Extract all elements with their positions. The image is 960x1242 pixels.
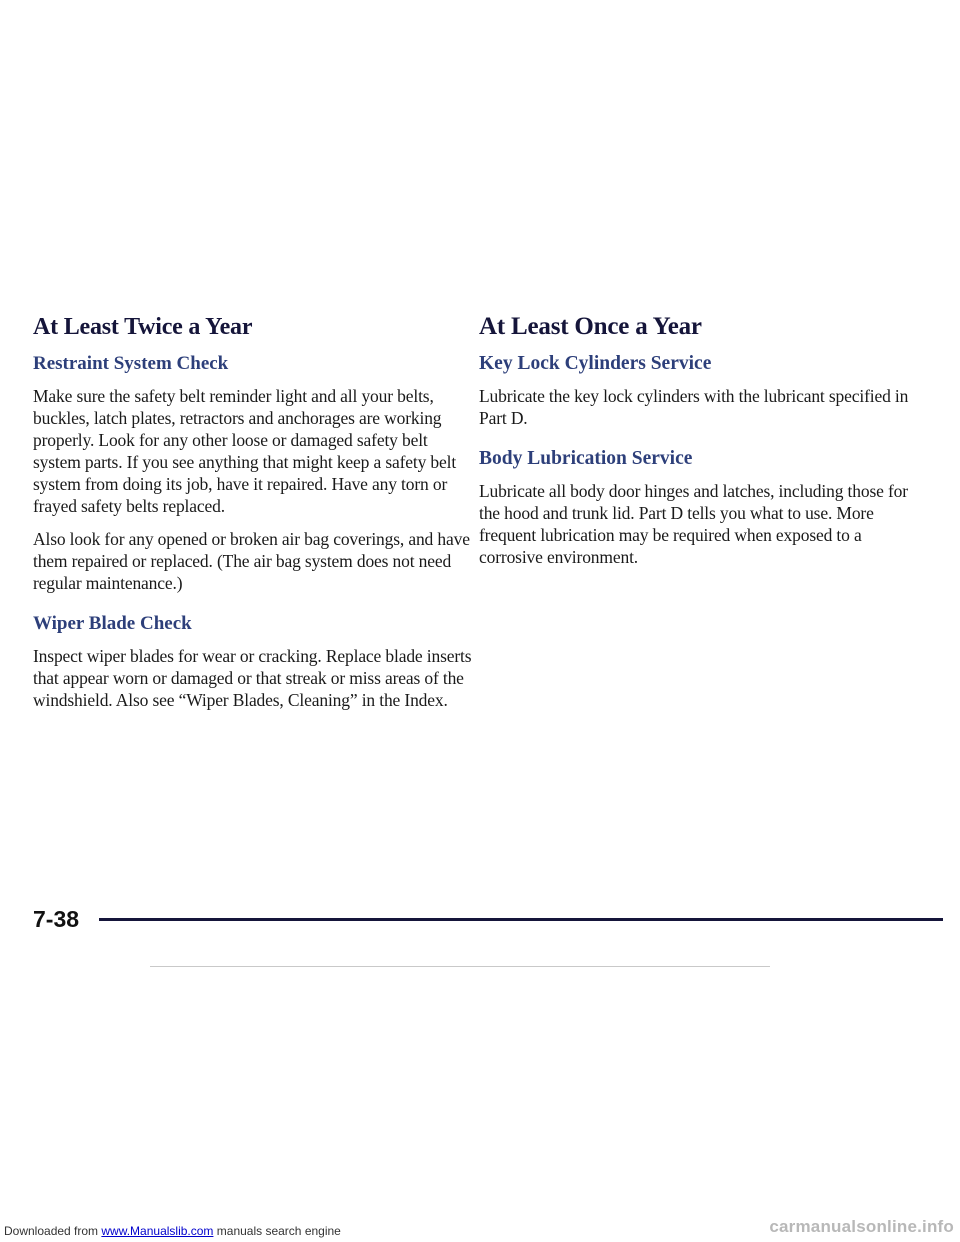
restraint-system-check-title: Restraint System Check — [33, 353, 229, 374]
restraint-paragraph-2: Also look for any opened or broken air bag coverings, and have them repaired or replaced. (The air bag system does not need regular maintenance.) — [33, 529, 470, 593]
scan-artifact-line — [150, 966, 770, 967]
page-number: 7-38 — [33, 906, 80, 932]
key-lock-paragraph: Lubricate the key lock cylinders with the lubricant specified in Part D. — [479, 386, 909, 428]
footer-rule — [99, 918, 943, 921]
left-column — [33, 312, 473, 722]
site-watermark: carmanualsonline.info — [769, 1217, 954, 1236]
download-banner — [4, 1223, 341, 1239]
wiper-paragraph: Inspect wiper blades for wear or cracking. Replace blade inserts that appear worn or damaged or that streak or miss areas of the windshield. Also see “Wiper Blades, Cleaning” in the Index. — [33, 646, 472, 710]
right-column — [479, 312, 929, 579]
manualslib-link[interactable]: www.Manualslib.com — [101, 1224, 214, 1238]
right-heading: At Least Once a Year — [479, 313, 702, 340]
body-lubrication-title: Body Lubrication Service — [479, 448, 693, 469]
banner-suffix: manuals search engine — [213, 1224, 341, 1238]
banner-prefix: Downloaded from — [4, 1224, 102, 1238]
page-footer — [33, 902, 943, 942]
body-lubrication-paragraph: Lubricate all body door hinges and latches, including those for the hood and trunk lid. Part D tells you what to use. More frequent lubrication may be required when exposed to a corrosive environment. — [479, 481, 908, 567]
left-heading: At Least Twice a Year — [33, 314, 253, 340]
restraint-paragraph-1: Make sure the safety belt reminder light and all your belts, buckles, latch plates, retractors and anchorages are working properly. Look for any other loose or damaged safety belt system parts. If you see anything that might keep a safety belt system from doing its job, have it repaired. Have any torn or frayed safety belts replaced. — [33, 386, 457, 516]
key-lock-cylinders-title: Key Lock Cylinders Service — [479, 353, 712, 374]
wiper-blade-check-title: Wiper Blade Check — [33, 613, 192, 634]
